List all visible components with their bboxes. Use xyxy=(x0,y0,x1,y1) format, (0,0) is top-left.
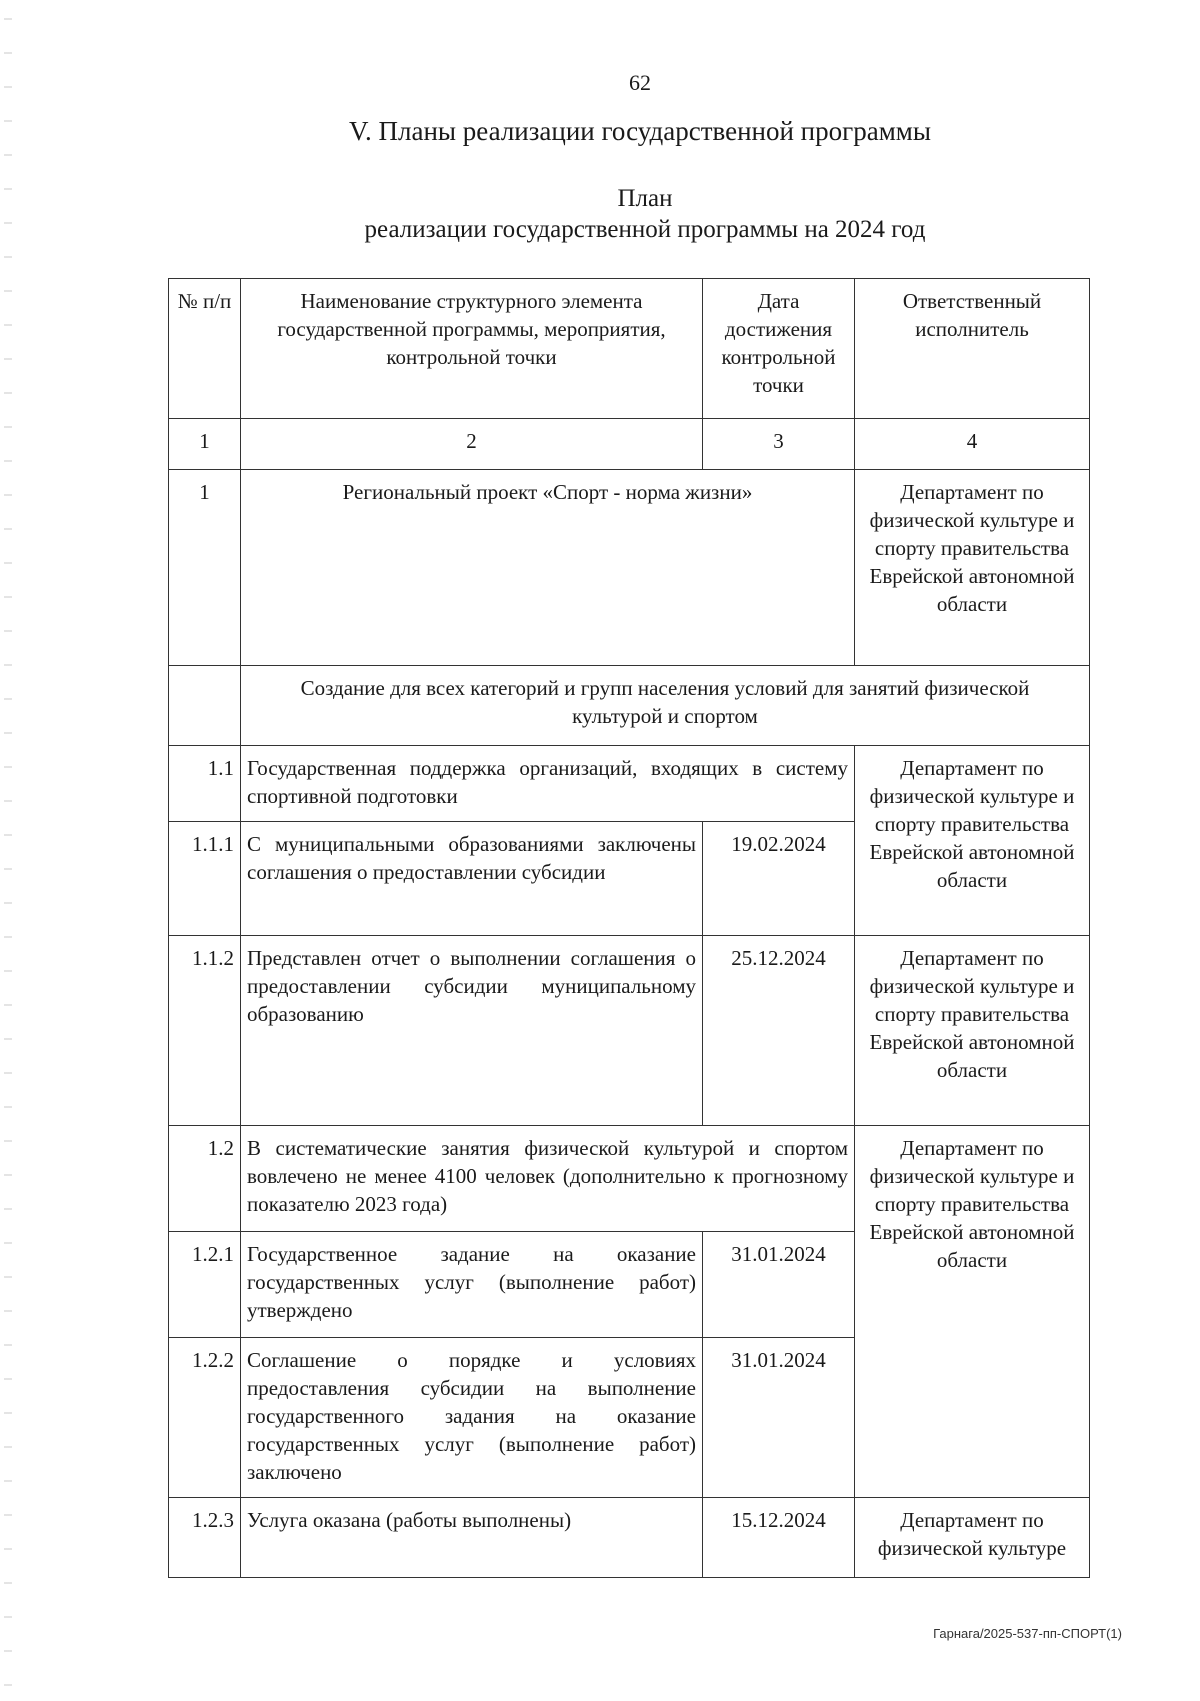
row-name: В систематические занятия физической культурой и спортом вовлечено не менее 4100 человек (дополнительно к прогнозному показателю 2023 года) xyxy=(241,1126,855,1232)
document-code: Гарнага/2025-537-пп-СПОРТ(1) xyxy=(933,1626,1122,1641)
plan-title-line-1: План xyxy=(617,185,673,212)
row-executor: Департамент по физической культуре и спорту правительства Еврейской автономной области xyxy=(855,470,1090,666)
row-executor: Департамент по физической культуре и спорту правительства Еврейской автономной области xyxy=(855,1126,1090,1498)
column-number: 4 xyxy=(855,419,1090,470)
row-name: Государственное задание на оказание государственных услуг (выполнение работ) утверждено xyxy=(241,1232,703,1338)
row-number: 1.1 xyxy=(169,746,241,822)
column-number: 1 xyxy=(169,419,241,470)
table-row xyxy=(169,746,1090,822)
header-num: № п/п xyxy=(169,279,241,419)
plan-table xyxy=(168,278,1090,1578)
row-executor: Департамент по физической культуре и спорту правительства Еврейской автономной области xyxy=(855,746,1090,936)
header-executor: Ответственный исполнитель xyxy=(855,279,1090,419)
row-date: 31.01.2024 xyxy=(703,1232,855,1338)
header-row xyxy=(169,279,1090,419)
row-date: 19.02.2024 xyxy=(703,822,855,936)
row-name: С муниципальными образованиями заключены соглашения о предоставлении субсидии xyxy=(241,822,703,936)
section-heading-row xyxy=(169,666,1090,746)
empty-cell xyxy=(169,666,241,746)
row-name: Государственная поддержка организаций, входящих в систему спортивной подготовки xyxy=(241,746,855,822)
row-date: 25.12.2024 xyxy=(703,936,855,1126)
column-number-row xyxy=(169,419,1090,470)
row-number: 1.2.2 xyxy=(169,1338,241,1498)
table-row xyxy=(169,936,1090,1126)
section-heading: Создание для всех категорий и групп населения условий для занятий физической культурой и спортом xyxy=(241,666,1090,746)
row-number: 1.1.2 xyxy=(169,936,241,1126)
row-number: 1 xyxy=(169,470,241,666)
row-number: 1.2.1 xyxy=(169,1232,241,1338)
row-date: 31.01.2024 xyxy=(703,1338,855,1498)
header-name: Наименование структурного элемента государственной программы, мероприятия, контрольной точки xyxy=(241,279,703,419)
row-number: 1.1.1 xyxy=(169,822,241,936)
section-title: V. Планы реализации государственной программы xyxy=(348,116,932,146)
table-row xyxy=(169,1498,1090,1578)
row-name: Представлен отчет о выполнении соглашения о предоставлении субсидии муниципальному образованию xyxy=(241,936,703,1126)
row-name: Региональный проект «Спорт - норма жизни» xyxy=(241,470,855,666)
row-name: Услуга оказана (работы выполнены) xyxy=(241,1498,703,1578)
column-number: 2 xyxy=(241,419,703,470)
row-number: 1.2.3 xyxy=(169,1498,241,1578)
header-date: Дата достижения контрольной точки xyxy=(703,279,855,419)
table-row xyxy=(169,470,1090,666)
page-number: 62 xyxy=(629,70,651,95)
row-executor: Департамент по физической культуре xyxy=(855,1498,1090,1578)
row-date: 15.12.2024 xyxy=(703,1498,855,1578)
row-number: 1.2 xyxy=(169,1126,241,1232)
plan-title-line-2: реализации государственной программы на 2024 год xyxy=(364,216,926,243)
column-number: 3 xyxy=(703,419,855,470)
row-executor: Департамент по физической культуре и спорту правительства Еврейской автономной области xyxy=(855,936,1090,1126)
plan-title xyxy=(0,183,1200,245)
table-row xyxy=(169,1126,1090,1232)
row-name: Соглашение о порядке и условиях предоставления субсидии на выполнение государственного задания на оказание государственных услуг (выполнение работ) заключено xyxy=(241,1338,703,1498)
scan-margin-artifact xyxy=(4,0,12,1701)
